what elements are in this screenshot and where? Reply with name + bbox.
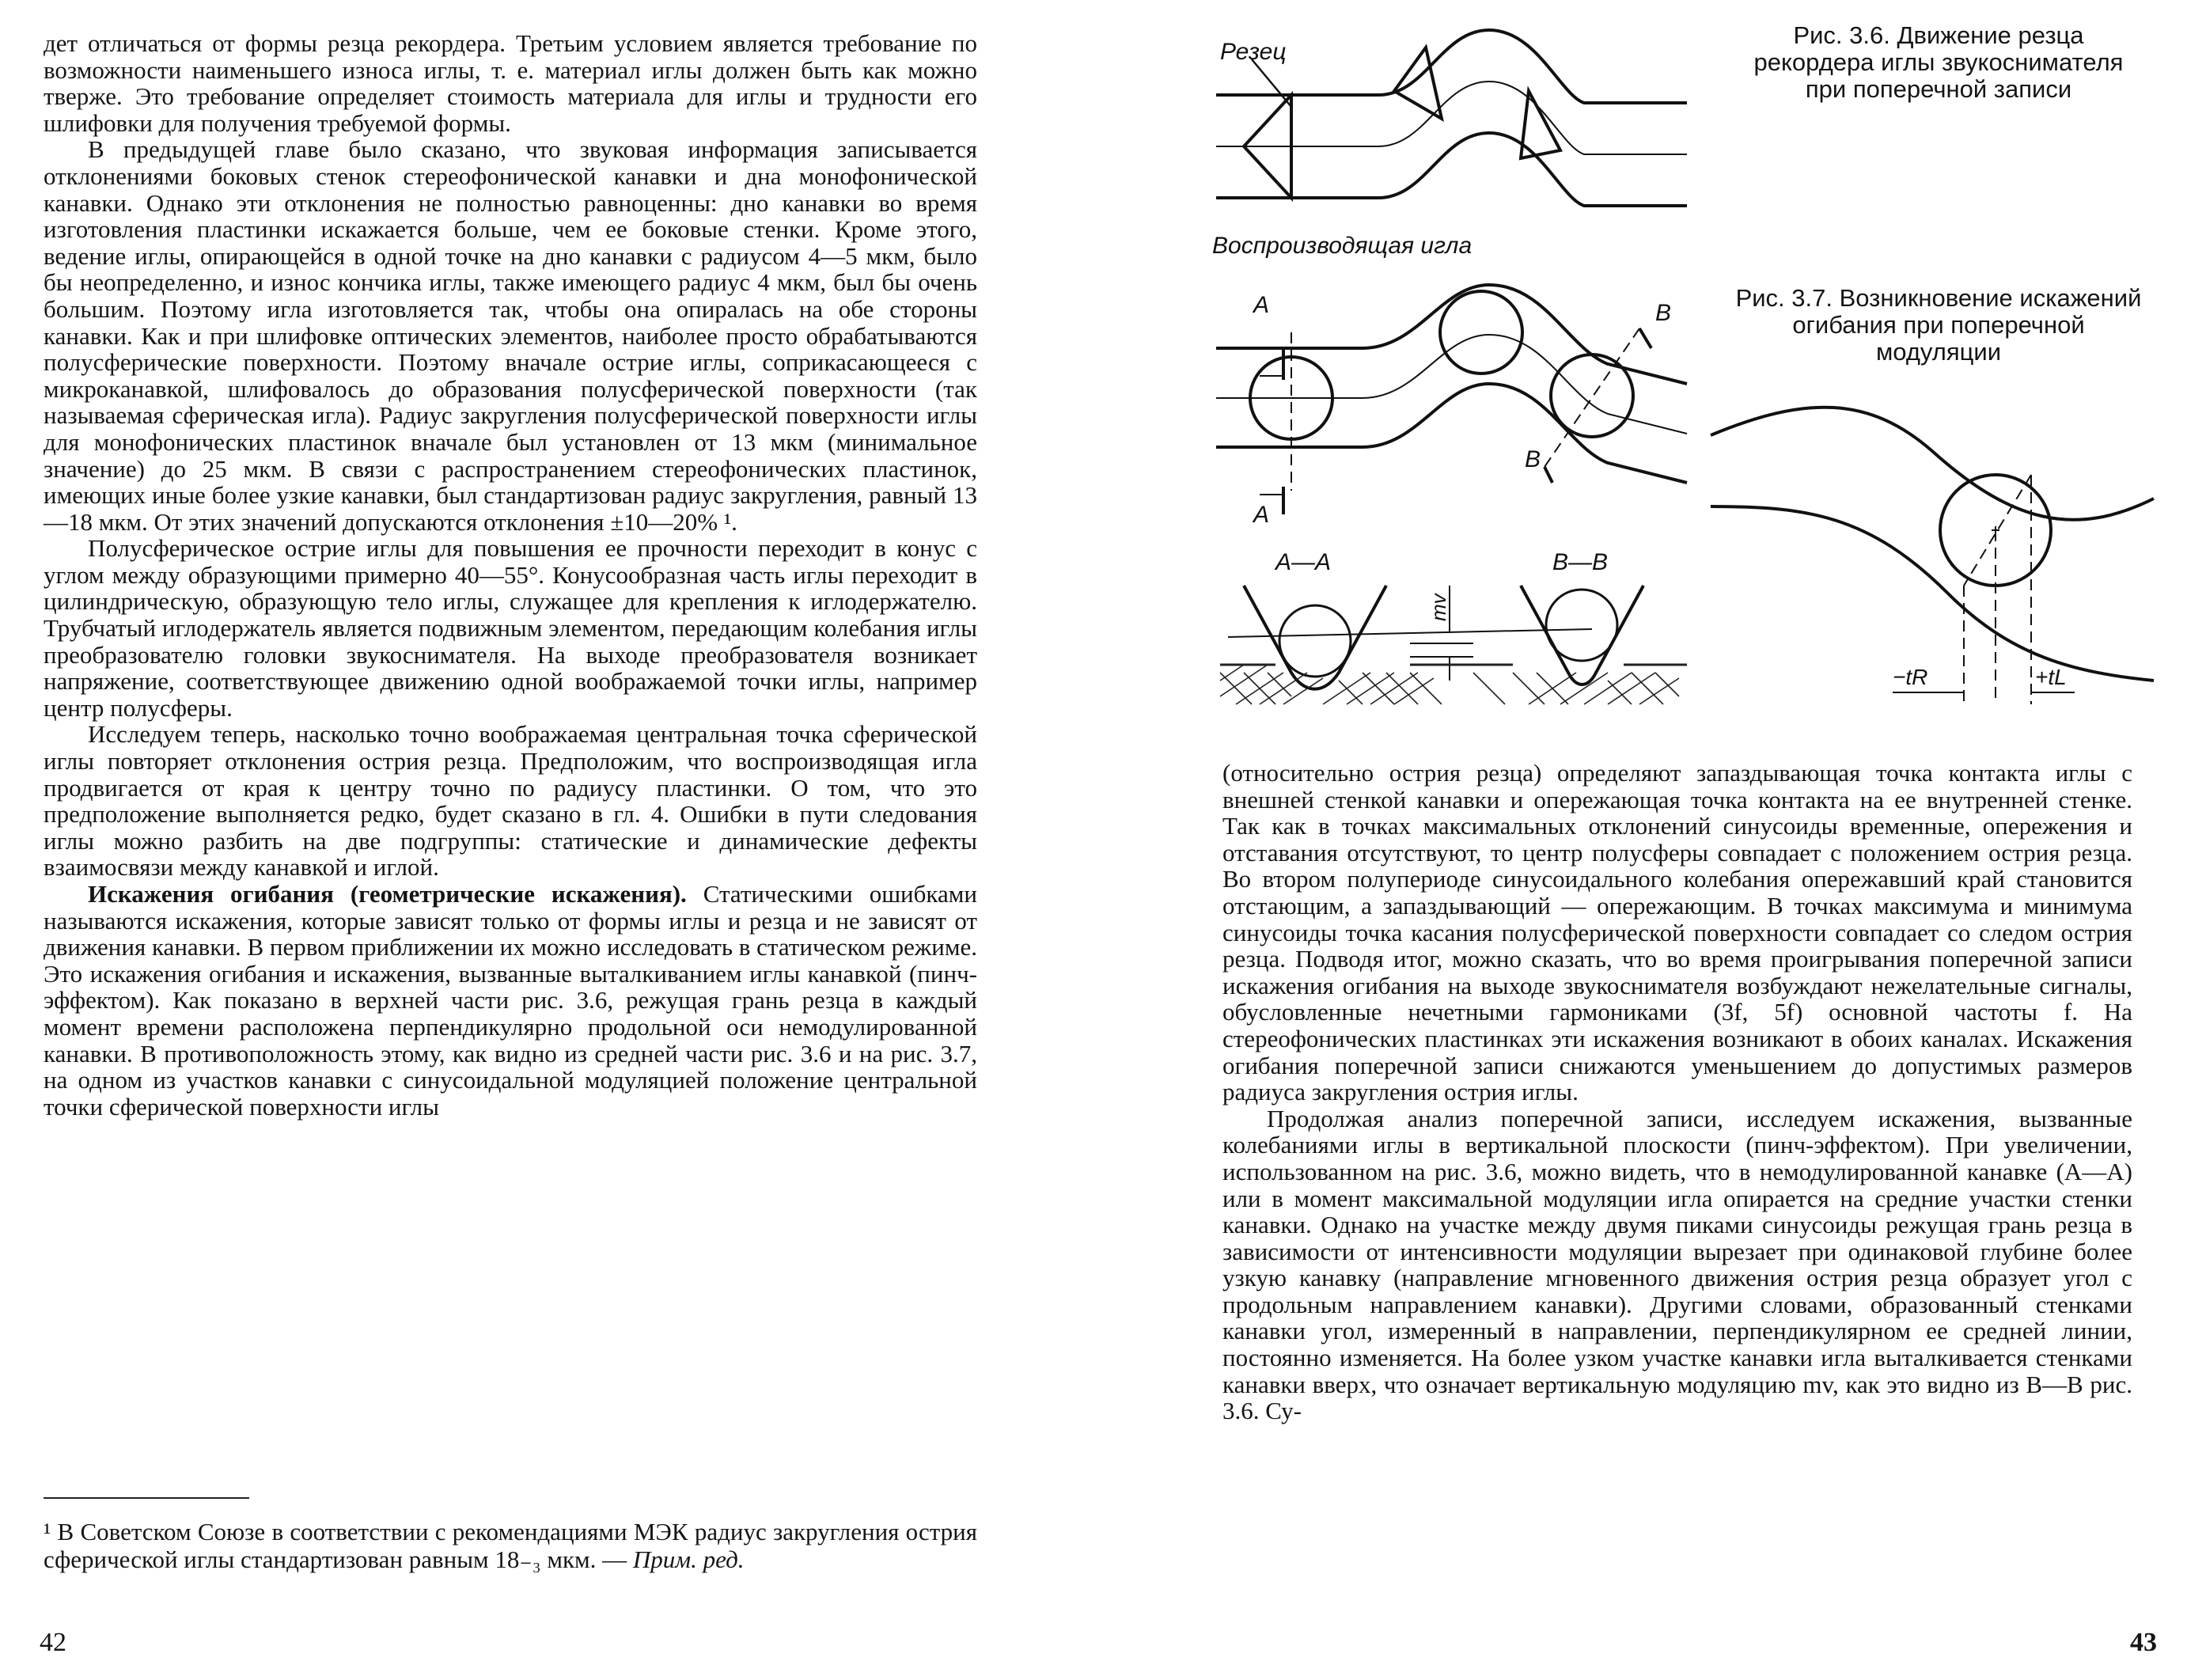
right-page (1094, 0, 2187, 1680)
label-b-top: B (1655, 300, 1672, 326)
label-section-aa: A—A (1275, 549, 1332, 575)
curve-lower (1711, 506, 2154, 681)
left-text-column (44, 30, 977, 1120)
figure-3-6 (1212, 16, 1687, 712)
label-a-top: A (1253, 292, 1270, 318)
paragraph: В предыдущей главе было сказано, что звуковая информация записывается отклонениями боковых стенок стереофонической канавки и дна монофонической канавки. Однако эти отклонения не полностью равноценны: дно канавки во время изготовления пластинки искажается больше, чем ее боковые стенки. Кроме этого, ведение иглы, опирающейся в одной точке на дно канавки с радиусом 4—5 мкм, было бы неопределенно, и износ кончика иглы, также имеющего радиус 4 мкм, был бы очень большим. Поэтому игла изготовляется так, чтобы она опиралась на обе стороны канавки. Как и при шлифовке оптических элементов, наиболее просто обрабатываются полусферические поверхности. Поэтому вначале острие иглы, соприкасающееся с микроканавкой, шлифовалось до образования полусферической поверхности (так называемая сферическая игла). Радиус закругления полусферической поверхности иглы для монофонических пластинок вначале был установлен от 13 мкм (минимальное значение) до 25 мкм. В связи с распространением стереофонических пластинок, имеющих иные более узкие канавки, был стандартизован радиус закругления, равный 13—18 мкм. От этих значений допускаются отклонения ±10—20% ¹. (44, 135, 977, 536)
cutter-2 (1394, 47, 1442, 119)
section-bb-needle (1546, 590, 1617, 661)
label-tl: +tL (2035, 665, 2067, 689)
paragraph: Полусферическое острие иглы для повышения ее прочности переходит в конус с углом между образующими примерно 40—55°. Конусообразная часть иглы переходит в цилиндрическую, образующую тело иглы, служащее для крепления к иглодержателю. Трубчатый иглодержатель является подвижным элементом, передающим колебания иглы преобразователю головки звукоснимателя. На выходе преобразователя возникает напряжение, соответствующее движению одной воображаемой точки иглы, например центр полусферы. (44, 534, 977, 722)
label-tr: −tR (1893, 665, 1928, 689)
figure-3-7 (1711, 388, 2154, 720)
paragraph: (относительно острия резца) определяют запаздывающая точка контакта иглы с внешней стенкой канавки и опережающая точка контакта на ее внутренней стенке. Так как в точках максимальных отклонений синусоиды временные, опережения и отставания отсутствуют, то центр полусферы совпадает с положением острия резца. Во втором полупериоде синусоидального колебания опережавший край становится отстающим, а запаздывающий — опережающим. В точках максимума и минимума синусоиды точка касания полусферической поверхности совпадает со следом острия резца. Подводя итог, можно сказать, что во время проигрывания поперечной записи искажения огибания на выходе звукоснимателя возбуждают нежелательные сигналы, обусловленные нечетными гармониками (3f, 5f) основной частоты f. На стереофонических пластинках эти искажения возникают в обоих каналах. Искажения огибания поперечной записи снижаются уменьшением до допустимых размеров радиуса закругления острия иглы. (1222, 759, 2132, 1106)
paragraph: Продолжая анализ поперечной записи, исследуем искажения, вызванные колебаниями иглы в вертикальной плоскости (пинч-эффектом). При увеличении, использованном на рис. 3.6, можно видеть, что в немодулированной канавке (A—A) или в момент максимальной модуляции игла опирается на средние участки стенки канавки. Однако на участке между двумя пиками синусоиды режущая грань резца в зависимости от интенсивности модуляции вырезает при одинаковой глубине более узкую канавку (направление мгновенного движения острия резца образует угол с продольным направлением канавки). Другими словами, образованный стенками канавки угол, измеренный в направлении, перпендикулярном ее средней линии, постоянно изменяется. На более узком участке канавки игла выталкивается стенками канавки вверх, что означает вертикальную модуляцию mv, как это видно из B—B рис. 3.6. Су- (1222, 1104, 2132, 1425)
curve-upper (1711, 408, 2154, 520)
footnote-note: Прим. ред. (632, 1545, 745, 1573)
paragraph: дет отличаться от формы резца рекордера. Третьим условием является требование по возможности наименьшего износа иглы, т. е. материал иглы должен быть как можно тверже. Это требование определяет стоимость материала для иглы и трудности его шлифовки для получения требуемой формы. (44, 29, 977, 137)
right-text-column (1222, 760, 2132, 1424)
page-number-left: 42 (40, 1628, 66, 1657)
caption-fig-3-7: Рис. 3.7. Возникновение искажений огибания при поперечной модуляции (1735, 284, 2142, 366)
label-b-bottom: B (1525, 446, 1541, 472)
groove-centerline (1216, 82, 1687, 154)
section-heading: Искажения огибания (геометрические искажения). (88, 880, 687, 908)
label-mv: mv (1427, 593, 1450, 621)
label-a-bottom: A (1253, 502, 1270, 528)
section-aa-groove (1244, 586, 1386, 689)
section-aa-needle (1279, 605, 1351, 677)
label-needle: Воспроизводящая игла (1212, 233, 1473, 259)
needle-circle-2 (1440, 291, 1522, 374)
label-section-bb: B—B (1552, 549, 1609, 575)
needle-circle-3 (1551, 355, 1633, 437)
section-bb-groove (1521, 586, 1643, 685)
footnote-text: ¹ В Советском Союзе в соответствии с рекомендациями МЭК радиус закругления острия сферической иглы стандартизован равным 18₋₃ мкм. — (44, 1518, 977, 1573)
label-cutter: Резец (1220, 39, 1287, 65)
footnote (44, 1518, 977, 1573)
paragraph (44, 881, 977, 1120)
footnote-rule (44, 1497, 249, 1499)
paragraph-text: Статическими ошибками называются искажения, которые зависят только от формы иглы и резца и не зависят от движения канавки. В первом приближении их можно исследовать в статическом режиме. Это искажения огибания и искажения, вызванные выталкиванием иглы канавкой (пинч-эффектом). Как показано в верхней части рис. 3.6, режущая грань резца в каждый момент времени расположена перпендикулярно продольной оси немодулированной канавки. В противоположность этому, как видно из средней части рис. 3.6 и на рис. 3.7, на одном из участков канавки с синусоидальной модуляцией положение центральной точки сферической поверхности иглы (44, 880, 977, 1121)
caption-fig-3-6: Рис. 3.6. Движение резца рекордера иглы звукоснимателя при поперечной записи (1753, 21, 2124, 103)
groove-outer-top (1216, 30, 1687, 103)
needle-groove-top (1216, 285, 1687, 384)
paragraph: Исследуем теперь, насколько точно воображаемая центральная точка сферической иглы повторяет отклонения острия резца. Предположим, что воспроизводящая игла продвигается от края к центру точно по радиусу пластинки. О том, что это предположение выполняется редко, будет сказано в гл. 4. Ошибки в пути следования иглы можно разбить на две подгруппы: статические и динамические дефекты взаимосвязи между канавкой и иглой. (44, 720, 977, 882)
page-number-right: 43 (2130, 1628, 2157, 1657)
